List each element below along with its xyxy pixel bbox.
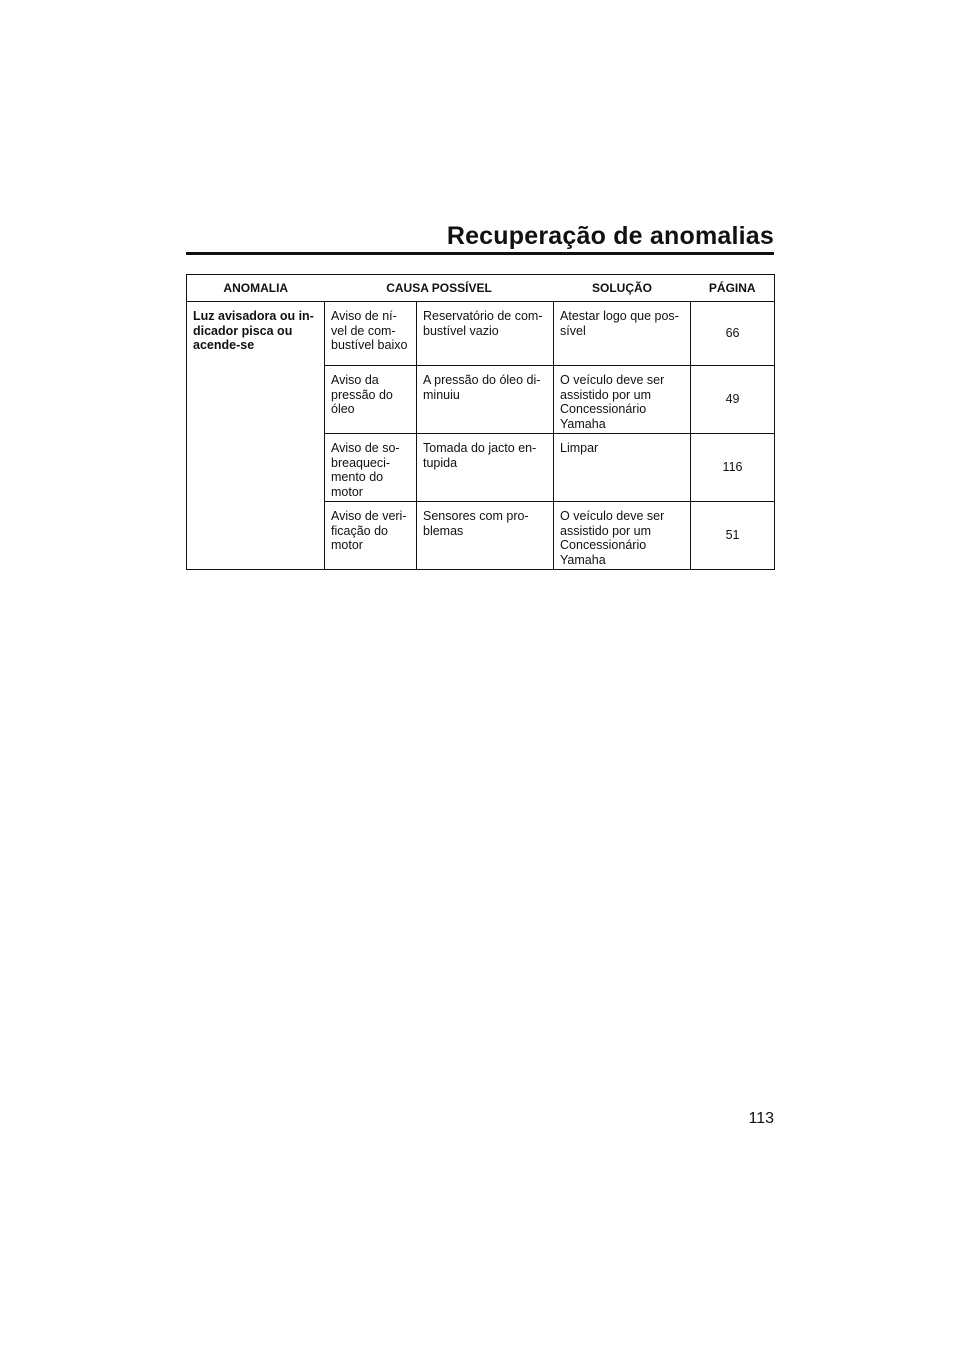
cause-cell: Sensores com pro- blemas <box>417 502 554 570</box>
title-rule <box>186 252 774 255</box>
troubleshooting-table <box>186 274 775 570</box>
indicator-cell: Aviso de veri- ficação do motor <box>325 502 417 570</box>
indicator-cell: Aviso de ní- vel de com- bustível baixo <box>325 302 417 366</box>
header-pagina: PÁGINA <box>691 275 775 302</box>
problem-cell: Luz avisadora ou in- dicador pisca ou acende-se <box>187 302 325 570</box>
page-title: Recuperação de anomalias <box>446 222 774 250</box>
table-row <box>187 302 775 366</box>
cause-cell: Tomada do jacto en- tupida <box>417 434 554 502</box>
page-ref-cell: 66 <box>691 302 775 366</box>
page-ref-cell: 51 <box>691 502 775 570</box>
page-ref-cell: 116 <box>691 434 775 502</box>
header-solucao: SOLUÇÃO <box>554 275 691 302</box>
remedy-cell: O veículo deve ser assistido por um Concessionário Yamaha <box>554 366 691 434</box>
remedy-cell: Atestar logo que pos- sível <box>554 302 691 366</box>
indicator-cell: Aviso da pressão do óleo <box>325 366 417 434</box>
remedy-cell: Limpar <box>554 434 691 502</box>
header-anomalia: ANOMALIA <box>187 275 325 302</box>
table-header-row <box>187 275 775 302</box>
header-causa-possivel: CAUSA POSSÍVEL <box>325 275 554 302</box>
cause-cell: A pressão do óleo di- minuiu <box>417 366 554 434</box>
page-number: 113 <box>748 1110 774 1127</box>
page-ref-cell: 49 <box>691 366 775 434</box>
indicator-cell: Aviso de so- breaqueci- mento do motor <box>325 434 417 502</box>
cause-cell: Reservatório de com- bustível vazio <box>417 302 554 366</box>
remedy-cell: O veículo deve ser assistido por um Concessionário Yamaha <box>554 502 691 570</box>
